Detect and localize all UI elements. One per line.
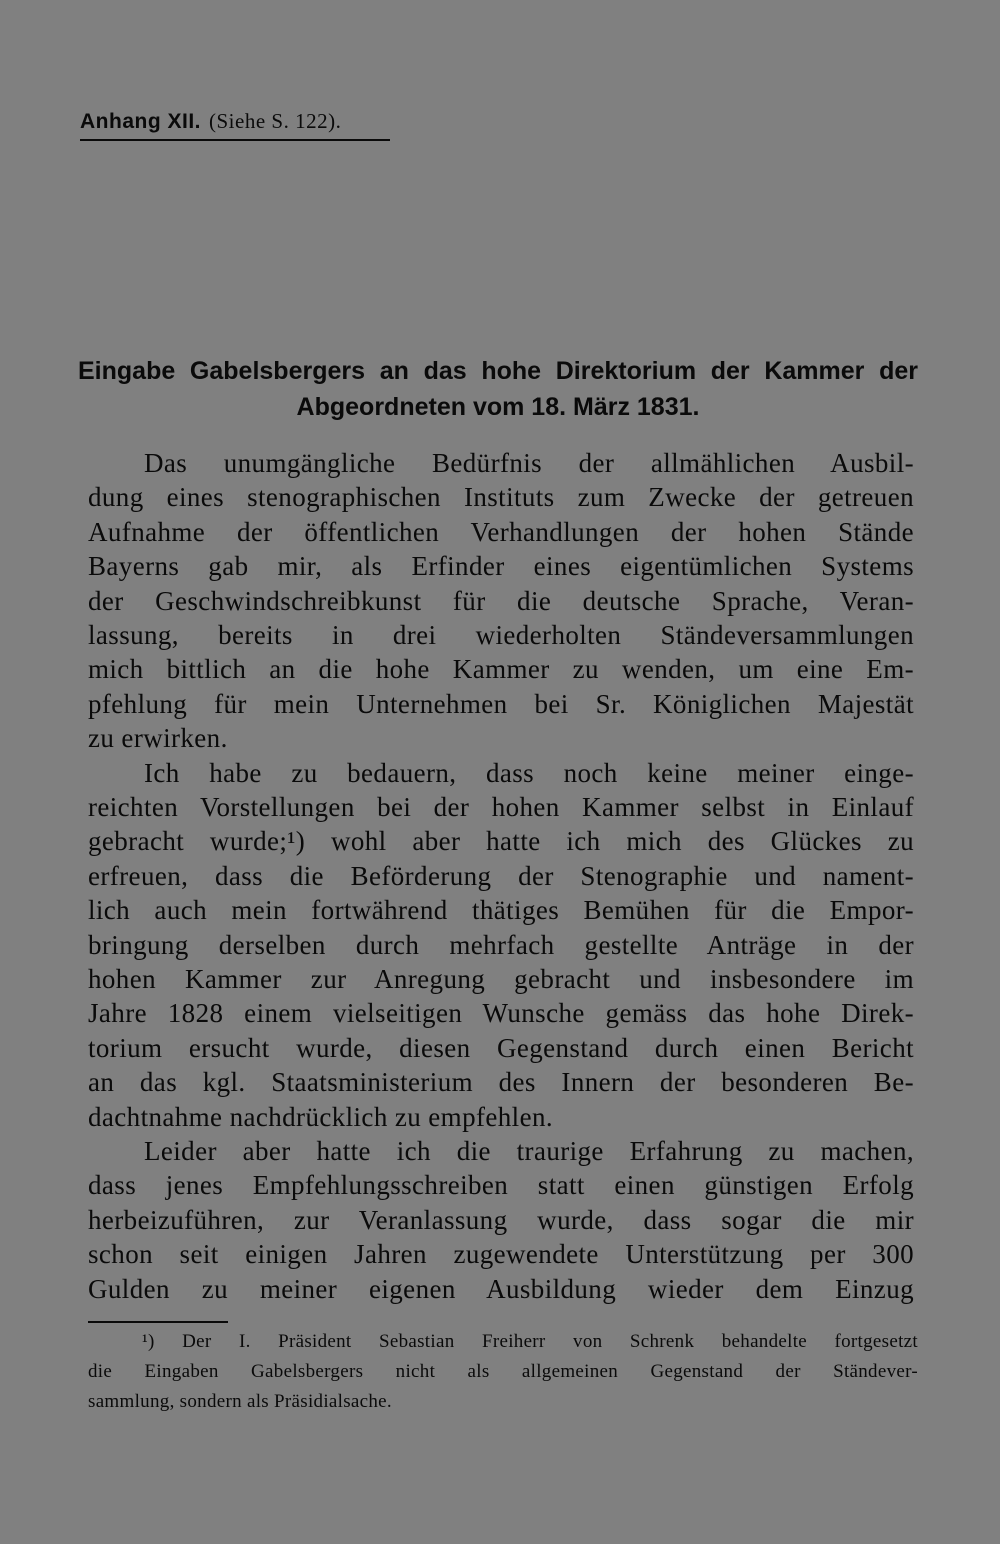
text-line: lassung, bereits in drei wiederholten Ständeversammlungen	[88, 620, 914, 650]
text-line: Gulden zu meiner eigenen Ausbildung wieder dem Einzug	[88, 1273, 914, 1304]
text-line: Jahre 1828 einem vielseitigen Wunsche gemäss das hohe Direk-	[88, 998, 914, 1029]
text-line: an das kgl. Staatsministerium des Innern der besonderen Be-	[88, 1067, 914, 1098]
footnote-line: die Eingaben Gabelsbergers nicht als allgemeinen Gegenstand der Ständever-	[88, 1361, 918, 1382]
text-line: dass jenes Empfehlungsschreiben statt einen günstigen Erfolg	[88, 1170, 914, 1201]
text-line: Leider aber hatte ich die traurige Erfahrung zu machen,	[144, 1136, 914, 1166]
text-line: reichten Vorstellungen bei der hohen Kammer selbst in Einlauf	[88, 792, 914, 822]
text-line: dachtnahme nachdrücklich zu empfehlen.	[88, 1101, 553, 1132]
text-line: herbeizuführen, zur Veranlassung wurde, dass sogar die mir	[88, 1204, 914, 1235]
footnote-line: sammlung, sondern als Präsidialsache.	[88, 1391, 392, 1412]
text-line: Ich habe zu bedauern, dass noch keine meiner einge-	[144, 757, 914, 788]
text-line: der Geschwindschreibkunst für die deutsche Sprache, Veran-	[88, 585, 914, 616]
text-line: torium ersucht wurde, diesen Gegenstand durch einen Bericht	[88, 1032, 914, 1063]
text-line: schon seit einigen Jahren zugewendete Unterstützung per 300	[88, 1239, 914, 1270]
text-line: Das unumgängliche Bedürfnis der allmählichen Ausbil-	[144, 448, 914, 478]
page-reference: (Siehe S. 122).	[209, 109, 342, 133]
page-header	[80, 108, 341, 134]
text-line: dung eines stenographischen Instituts zum Zwecke der getreuen	[88, 482, 914, 513]
text-line: zu erwirken.	[88, 723, 228, 754]
text-line: bringung derselben durch mehrfach gestellte Anträge in der	[88, 929, 914, 960]
text-line: mich bittlich an die hohe Kammer zu wenden, um eine Em-	[88, 654, 914, 685]
appendix-label: Anhang XII.	[80, 110, 201, 133]
document-title-line-1: Eingabe Gabelsbergers an das hohe Direktorium der Kammer der	[78, 357, 918, 385]
text-line: gebracht wurde;¹) wohl aber hatte ich mich des Glückes zu	[88, 826, 914, 857]
text-line: Bayerns gab mir, als Erfinder eines eigentümlichen Systems	[88, 551, 914, 582]
header-rule	[80, 139, 390, 141]
footnote-line: ¹) Der I. Präsident Sebastian Freiherr von Schrenk behandelte fortgesetzt	[142, 1331, 918, 1352]
document-title-line-2: Abgeordneten vom 18. März 1831.	[296, 393, 700, 421]
text-line: Aufnahme der öffentlichen Verhandlungen der hohen Stände	[88, 516, 914, 547]
footnote-rule	[88, 1321, 228, 1323]
text-line: hohen Kammer zur Anregung gebracht und insbesondere im	[88, 964, 914, 994]
text-line: pfehlung für mein Unternehmen bei Sr. Königlichen Majestät	[88, 688, 914, 719]
text-line: erfreuen, dass die Beförderung der Stenographie und nament-	[88, 860, 914, 891]
text-line: lich auch mein fortwährend thätiges Bemühen für die Empor-	[88, 895, 914, 926]
